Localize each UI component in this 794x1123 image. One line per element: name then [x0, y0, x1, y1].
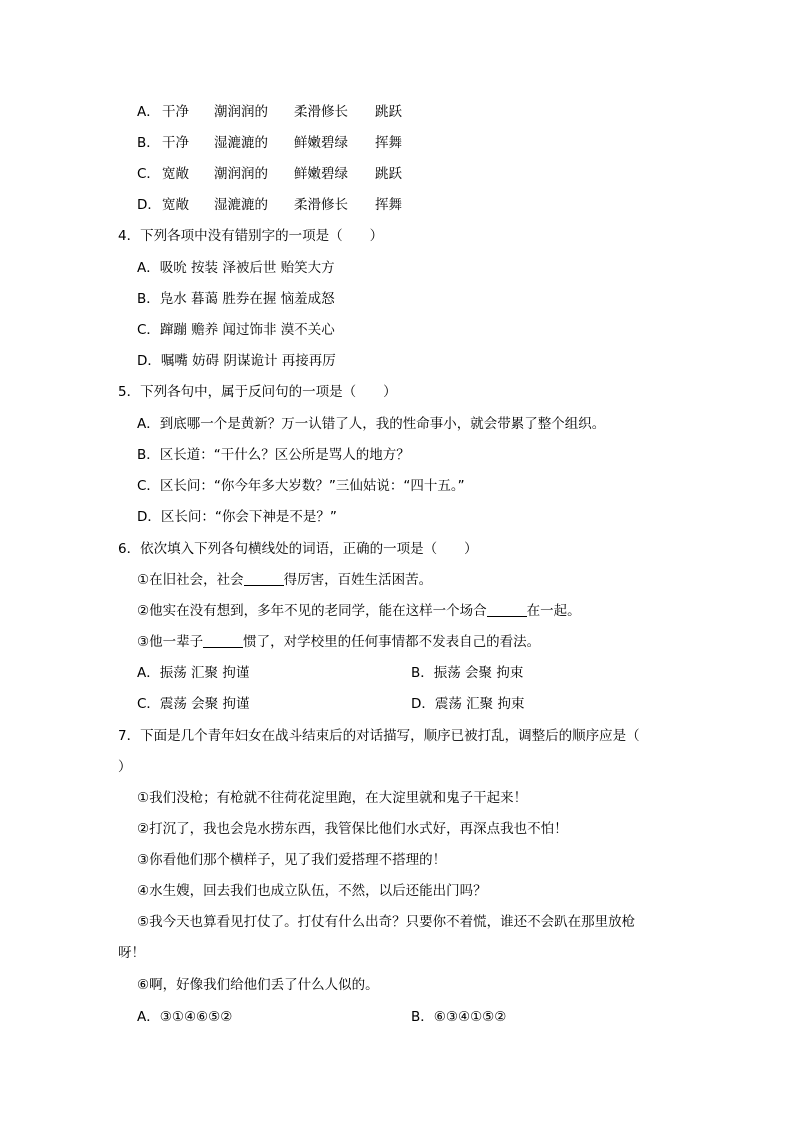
q4-option-c: C．蹿蹦 赡养 闻过饰非 漠不关心 — [137, 322, 335, 338]
option-word-4: 跳跃 — [375, 104, 402, 120]
option-word-3: 柔滑修长 — [294, 104, 348, 120]
q3-option-a — [137, 102, 402, 122]
option-word-1: 宽敞 — [162, 197, 189, 213]
q3-option-c — [137, 164, 402, 184]
q5-option-a: A．到底哪一个是黄新？万一认错了人，我的性命事小，就会带累了整个组织。 — [137, 416, 606, 432]
q7-line-1: ①我们没枪；有枪就不往荷花淀里跑，在大淀里就和鬼子干起来！ — [137, 790, 528, 806]
option-word-2: 湿漉漉的 — [214, 135, 268, 151]
q3-option-b — [137, 133, 402, 153]
option-label: B． — [137, 135, 160, 151]
q7-stem: 7．下面是几个青年妇女在战斗结束后的对话描写，顺序已被打乱，调整后的顺序应是（ — [118, 728, 640, 744]
sentence-text: 得厉害，百姓生活困苦。 — [283, 572, 433, 588]
q3-option-d — [137, 195, 402, 215]
q7-line-5: ⑤我今天也算看见打仗了。打仗有什么出奇？只要你不着慌，谁还不会趴在那里放枪 — [137, 914, 636, 930]
fill-blank — [244, 571, 284, 586]
q4-option-d: D．嘱嘴 妨碍 阴谋诡计 再接再厉 — [137, 353, 336, 369]
q5-option-d: D．区长问：“你会下神是不是？” — [137, 509, 337, 525]
option-word-4: 跳跃 — [375, 166, 402, 182]
option-label: D． — [137, 197, 161, 213]
fill-blank — [487, 602, 527, 617]
q7-option-a: A．③①④⑥⑤② — [137, 1009, 233, 1025]
q5-stem: 5．下列各句中，属于反问句的一项是（ ） — [118, 384, 397, 400]
q7-line-6: ⑥啊，好像我们给他们丢了什么人似的。 — [137, 977, 379, 993]
option-word-1: 宽敞 — [162, 166, 189, 182]
q7-line-5-cont: 呀！ — [118, 945, 145, 961]
sentence-text: ①在旧社会，社会 — [137, 572, 244, 588]
q6-option-a: A．振荡 汇聚 拘谨 — [137, 665, 250, 681]
option-word-4: 挥舞 — [375, 197, 402, 213]
q4-stem: 4．下列各项中没有错别字的一项是（ ） — [118, 228, 384, 244]
q5-option-b: B．区长道：“干什么？区公所是骂人的地方？ — [137, 447, 410, 463]
sentence-text: 惯了，对学校里的任何事情都不发表自己的看法。 — [243, 634, 541, 650]
q6-sentence-2 — [137, 601, 581, 621]
q7-line-3: ③你看他们那个横样子，见了我们爱搭理不搭理的！ — [137, 852, 447, 868]
option-word-3: 鲜嫩碧绿 — [294, 166, 348, 182]
q7-option-b: B．⑥③④①⑤② — [411, 1009, 507, 1025]
option-word-4: 挥舞 — [375, 135, 402, 151]
option-word-1: 干净 — [162, 104, 189, 120]
q6-stem: 6．依次填入下列各句横线处的词语，正确的一项是（ ） — [118, 541, 478, 557]
q6-sentence-3 — [137, 632, 540, 652]
q6-sentence-1 — [137, 570, 432, 590]
option-label: C． — [137, 166, 160, 182]
option-label: A． — [137, 104, 160, 120]
q5-option-c: C．区长问：“你今年多大岁数？”三仙姑说：“四十五。” — [137, 478, 465, 494]
q7-line-2: ②打沉了，我也会凫水捞东西，我管保比他们水式好，再深点我也不怕！ — [137, 821, 568, 837]
q7-stem-end: ） — [118, 759, 132, 775]
option-word-2: 潮润润的 — [214, 104, 268, 120]
q4-option-b: B．凫水 暮蔼 胜券在握 恼羞成怒 — [137, 291, 335, 307]
sentence-text: 在一起。 — [526, 603, 581, 619]
option-word-2: 潮润润的 — [214, 166, 268, 182]
q6-option-c: C．震荡 会聚 拘谨 — [137, 696, 250, 712]
option-word-3: 柔滑修长 — [294, 197, 348, 213]
option-word-1: 干净 — [162, 135, 189, 151]
q6-option-b: B．振荡 会聚 拘束 — [411, 665, 524, 681]
q4-option-a: A．吸吮 按装 泽被后世 贻笑大方 — [137, 260, 335, 276]
sentence-text: ②他实在没有想到，多年不见的老同学，能在这样一个场合 — [137, 603, 487, 619]
q6-option-d: D．震荡 汇聚 拘束 — [411, 696, 525, 712]
sentence-text: ③他一辈子 — [137, 634, 204, 650]
option-word-2: 湿漉漉的 — [214, 197, 268, 213]
q7-line-4: ④水生嫂，回去我们也成立队伍，不然，以后还能出门吗？ — [137, 883, 487, 899]
option-word-3: 鲜嫩碧绿 — [294, 135, 348, 151]
fill-blank — [203, 633, 243, 648]
